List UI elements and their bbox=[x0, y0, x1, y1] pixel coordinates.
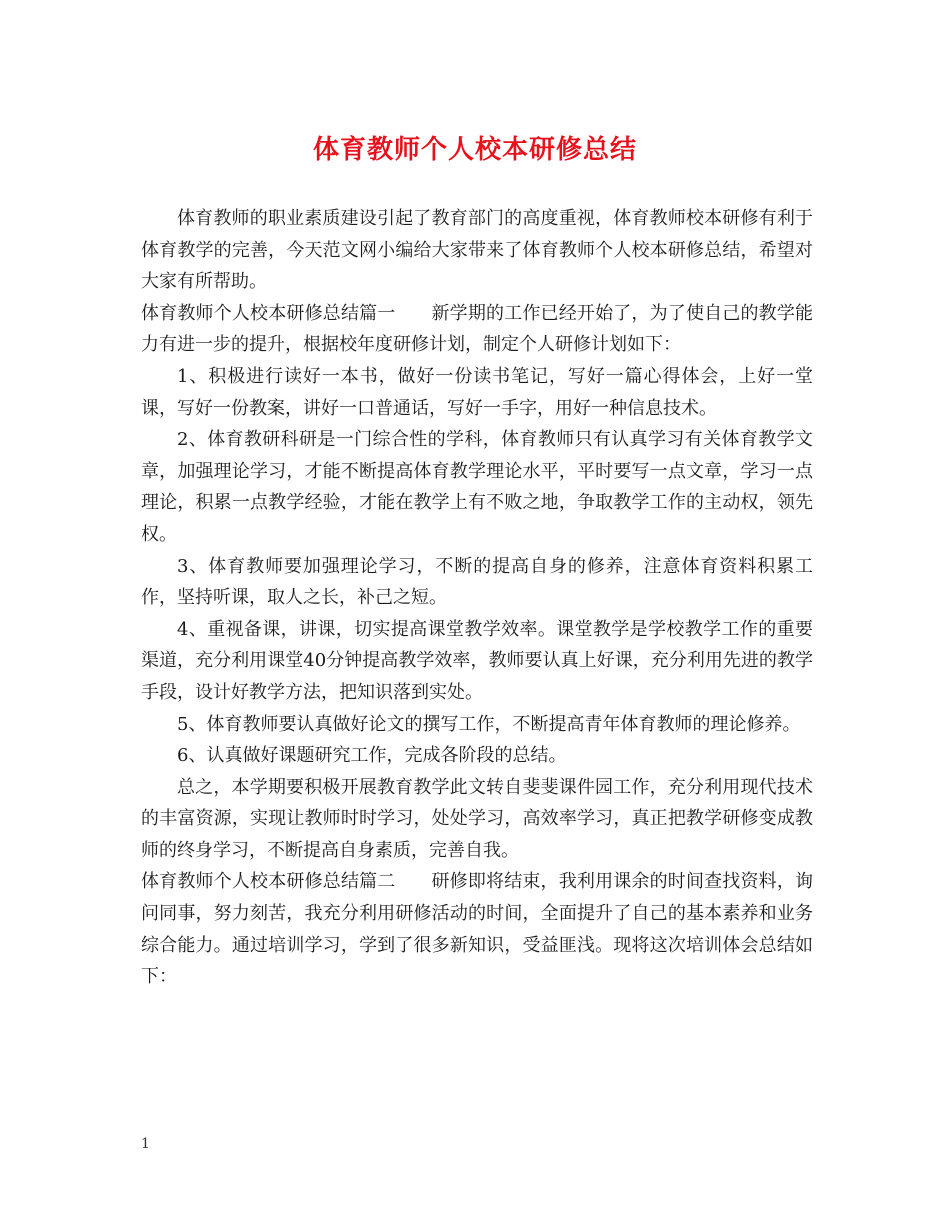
section-2-heading: 体育教师个人校本研修总结篇二 bbox=[141, 871, 396, 893]
list-item-4: 4、重视备课，讲课，切实提高课堂教学效率。课堂教学是学校教学工作的重要渠道，充分利用课堂40分钟提高教学效率，教师要认真上好课，充分利用先进的教学手段，设计好教学方法，把知识落到实处。 bbox=[141, 618, 813, 703]
list-item-6: 6、认真做好课题研究工作，完成各阶段的总结。 bbox=[177, 745, 567, 767]
section-2-lead: 研修即将结束，我利用课余的时间查找资料，询问同事，努力刻苦，我充分利用研修活动的时间，全面提升了自己的基本素养和业务综合能力。通过培训学习，学到了很多新知识，受益匪浅。现将这次培训体会总结如下： bbox=[141, 871, 814, 988]
section-1-paragraph bbox=[141, 298, 813, 361]
page-number: 1 bbox=[141, 1136, 150, 1152]
document-body bbox=[141, 203, 813, 993]
list-item-1: 1、积极进行读好一本书，做好一份读书笔记，写好一篇心得体会，上好一堂课，写好一份教案，讲好一口普通话，写好一手字，用好一种信息技术。 bbox=[141, 365, 813, 419]
list-item-3: 3、体育教师要加强理论学习，不断的提高自身的修养，注意体育资料积累工作，坚持听课，取人之长，补己之短。 bbox=[141, 555, 813, 609]
intro-paragraph: 体育教师的职业素质建设引起了教育部门的高度重视，体育教师校本研修有利于体育教学的完善，今天范文网小编给大家带来了体育教师个人校本研修总结，希望对大家有所帮助。 bbox=[141, 208, 813, 293]
list-item-5: 5、体育教师要认真做好论文的撰写工作，不断提高青年体育教师的理论修养。 bbox=[177, 713, 801, 735]
section-1-lead: 新学期的工作已经开始了，为了使自己的教学能力有进一步的提升，根据校年度研修计划，制定个人研修计划如下： bbox=[141, 302, 814, 356]
section-2-paragraph bbox=[141, 866, 813, 992]
section-1-heading: 体育教师个人校本研修总结篇一 bbox=[141, 302, 396, 324]
document-title: 体育教师个人校本研修总结 bbox=[312, 135, 637, 165]
conclusion-paragraph: 总之，本学期要积极开展教育教学此文转自斐斐课件园工作，充分利用现代技术的丰富资源，实现让教师时时学习，处处学习，高效率学习，真正把教学研修变成教师的终身学习，不断提高自身素质，完善自我。 bbox=[141, 776, 813, 861]
list-item-2: 2、体育教研科研是一门综合性的学科，体育教师只有认真学习有关体育教学文章，加强理论学习，才能不断提高体育教学理论水平，平时要写一点文章，学习一点理论，积累一点教学经验，才能在教学上有不败之地，争取教学工作的主动权，领先权。 bbox=[141, 429, 813, 545]
